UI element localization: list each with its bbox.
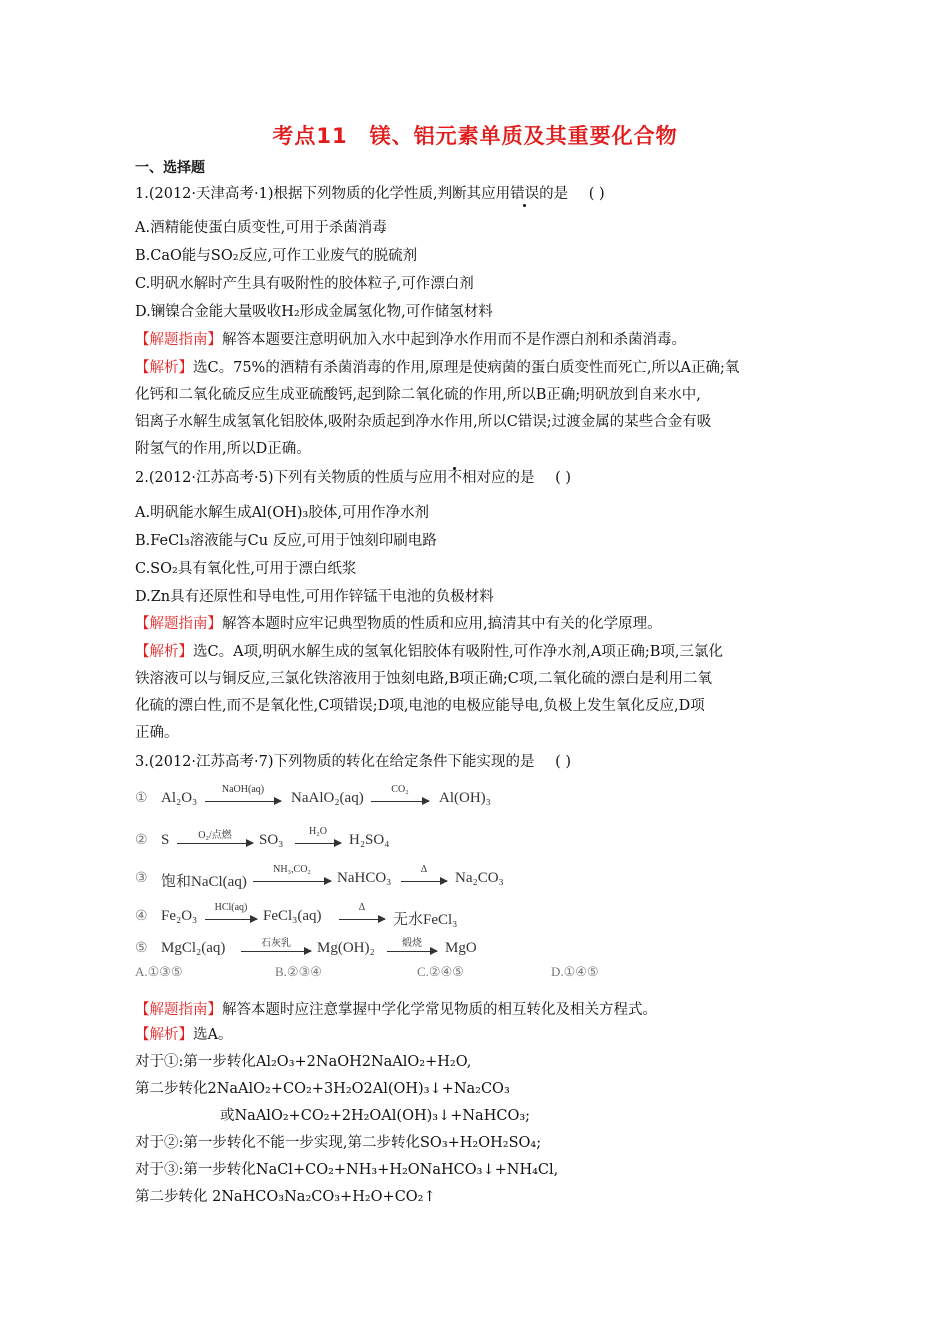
- reactant: Al₂O₃: [161, 790, 198, 806]
- q3-stem-text: 3.(2012·江苏高考·7)下列物质的转化在给定条件下能实现的是: [135, 754, 535, 770]
- q3-analysis-line-6: 第二步转化 2NaHCO₃Na₂CO₃+H₂O+CO₂↑: [135, 1189, 436, 1205]
- q3-guide: [135, 1000, 657, 1020]
- arrow-icon: [177, 843, 253, 844]
- q1-analysis-tag: 【解析】: [135, 360, 193, 376]
- q2-stem: [135, 468, 571, 488]
- q1-stem: [135, 184, 605, 204]
- q1-emphasis: 错误: [510, 186, 540, 202]
- q1-stem-text: 1.(2012·天津高考·1)根据下列物质的化学性质,判断其应用: [135, 186, 511, 202]
- q1-option-d: D.镧镍合金能大量吸收H₂形成金属氢化物,可作储氢材料: [135, 304, 493, 320]
- q3-choice-d: D.①④⑤: [551, 964, 599, 979]
- q1-analysis-line-1: [135, 358, 739, 378]
- q2-analysis-tag: 【解析】: [135, 644, 193, 660]
- q1-guide-tag: 【解题指南】: [135, 332, 222, 348]
- q2-guide-tag: 【解题指南】: [135, 616, 222, 632]
- q2-analysis-line-3: 化硫的漂白性,而不是氧化性,C项错误;D项,电池的电极应能导电,负极上发生氧化反应,D项: [135, 698, 705, 714]
- q1-option-c: C.明矾水解时产生具有吸附性的胶体粒子,可作漂白剂: [135, 276, 474, 292]
- intermediate: NaHCO₃: [337, 870, 392, 886]
- arrow-icon: [205, 801, 281, 802]
- row-number: ⑤: [135, 941, 148, 956]
- q1-guide-text: 解答本题要注意明矾加入水中起到净水作用而不是作漂白剂和杀菌消毒。: [222, 332, 686, 348]
- q2-analysis-line-1: [135, 642, 723, 662]
- q2-option-b: B.FeCl₃溶液能与Cu 反应,可用于蚀刻印刷电路: [135, 533, 437, 549]
- q2-guide-text: 解答本题时应牢记典型物质的性质和应用,搞清其中有关的化学原理。: [222, 616, 662, 632]
- q2-option-c: C.SO₂具有氧化性,可用于漂白纸浆: [135, 561, 357, 577]
- q2-guide: [135, 614, 662, 634]
- q1-guide: [135, 330, 686, 350]
- intermediate: NaAlO₂(aq): [291, 790, 364, 806]
- q3-analysis-line-1: 对于①:第一步转化Al₂O₃+2NaOH2NaAlO₂+H₂O,: [135, 1054, 472, 1070]
- condition-2: CO₂: [391, 784, 409, 795]
- arrow-icon: [387, 951, 437, 952]
- page-title: [0, 120, 950, 150]
- q3-analysis-head: [135, 1025, 232, 1045]
- q2-option-a: A.明矾能水解生成Al(OH)₃胶体,可用作净水剂: [135, 505, 429, 521]
- condition-2: Δ: [420, 864, 428, 875]
- q2-analysis-line-4: 正确。: [135, 725, 179, 741]
- reactant: S: [161, 832, 170, 848]
- q3-analysis-line-2: 第二步转化2NaAlO₂+CO₂+3H₂O2Al(OH)₃↓+Na₂CO₃: [135, 1081, 510, 1097]
- condition-1: NH₃,CO₂: [273, 864, 311, 875]
- product: Na₂CO₃: [455, 870, 504, 886]
- q3-analysis-line-3: 或NaAlO₂+CO₂+2H₂OAl(OH)₃↓+NaHCO₃;: [220, 1108, 531, 1124]
- q3-guide-text: 解答本题时应注意掌握中学化学常见物质的相互转化及相关方程式。: [222, 1002, 657, 1018]
- condition-1: NaOH(aq): [221, 784, 265, 795]
- q1-answer-paren: ( ): [588, 186, 605, 202]
- q3-choice-a: A.①③⑤: [135, 964, 183, 979]
- arrow-icon: [205, 919, 257, 920]
- reactant: MgCl₂(aq): [161, 940, 226, 956]
- arrow-icon: [371, 801, 429, 802]
- row-number: ②: [135, 833, 148, 848]
- arrow-icon: [339, 919, 385, 920]
- arrow-icon: [253, 881, 331, 882]
- q2-emphasis: 不: [447, 470, 462, 486]
- q3-analysis-line-4: 对于②:第一步转化不能一步实现,第二步转化SO₃+H₂OH₂SO₄;: [135, 1135, 542, 1151]
- q2-analysis-text: 选C。A项,明矾水解生成的氢氧化铝胶体有吸附性,可作净水剂,A项正确;B项,三氯化: [193, 644, 724, 660]
- row-number: ③: [135, 871, 148, 886]
- q1-option-b: B.CaO能与SO₂反应,可作工业废气的脱硫剂: [135, 248, 418, 264]
- row-number: ①: [135, 791, 148, 806]
- q1-option-a: A.酒精能使蛋白质变性,可用于杀菌消毒: [135, 220, 387, 236]
- q3-analysis-line-5: 对于③:第一步转化NaCl+CO₂+NH₃+H₂ONaHCO₃↓+NH₄Cl,: [135, 1162, 559, 1178]
- intermediate: SO₃: [259, 832, 284, 848]
- condition-2: H₂O: [309, 826, 327, 837]
- condition-1: O₂/点燃: [198, 830, 232, 841]
- q1-analysis-line-2: 化钙和二氧化硫反应生成亚硫酸钙,起到除二氧化硫的作用,所以B正确;明矾放到自来水中,: [135, 387, 701, 403]
- condition-1: 石灰乳: [261, 938, 291, 949]
- arrow-icon: [295, 843, 341, 844]
- q3-guide-tag: 【解题指南】: [135, 1002, 222, 1018]
- q2-option-d: D.Zn具有还原性和导电性,可用作锌锰干电池的负极材料: [135, 589, 494, 605]
- row-number: ④: [135, 909, 148, 924]
- condition-2: 煅烧: [402, 938, 422, 949]
- arrow-icon: [241, 951, 311, 952]
- title-topic-number: 考点11: [272, 124, 348, 148]
- q2-stem-end: 相对应的是: [462, 470, 535, 486]
- product: MgO: [445, 940, 477, 956]
- reactant: 饱和NaCl(aq): [161, 874, 247, 890]
- arrow-icon: [401, 881, 447, 882]
- condition-2: Δ: [358, 902, 366, 913]
- section-heading: 一、选择题: [135, 160, 205, 176]
- q2-stem-text: 2.(2012·江苏高考·5)下列有关物质的性质与应用: [135, 470, 448, 486]
- q3-stem: [135, 752, 571, 772]
- conversion-scheme: [135, 786, 695, 986]
- condition-1: HCl(aq): [214, 902, 248, 913]
- product: 无水FeCl₃: [393, 912, 458, 928]
- q2-analysis-line-2: 铁溶液可以与铜反应,三氯化铁溶液用于蚀刻电路,B项正确;C项,二氧化硫的漂白是利用二氧: [135, 671, 712, 687]
- intermediate: FeCl₃(aq): [263, 908, 322, 924]
- q3-choice-b: B.②③④: [275, 964, 322, 979]
- title-topic-name: 镁、铝元素单质及其重要化合物: [369, 124, 678, 148]
- intermediate: Mg(OH)₂: [317, 940, 375, 956]
- product: Al(OH)₃: [439, 790, 491, 806]
- q3-choice-c: C.②④⑤: [417, 964, 464, 979]
- q2-answer-paren: ( ): [555, 470, 572, 486]
- reactant: Fe₂O₃: [161, 908, 198, 924]
- q3-analysis-tag: 【解析】: [135, 1027, 193, 1043]
- q1-analysis-line-4: 附氢气的作用,所以D正确。: [135, 441, 311, 457]
- q3-analysis-first: 选A。: [193, 1027, 233, 1043]
- q1-stem-end: 的是: [539, 186, 569, 202]
- product: H₂SO₄: [349, 832, 390, 848]
- q1-analysis-text: 选C。75%的酒精有杀菌消毒的作用,原理是使病菌的蛋白质变性而死亡,所以A正确;氧: [193, 360, 740, 376]
- q3-answer-paren: ( ): [555, 754, 572, 770]
- q1-analysis-line-3: 铝离子水解生成氢氧化铝胶体,吸附杂质起到净水作用,所以C错误;过渡金属的某些合金有吸: [135, 414, 712, 430]
